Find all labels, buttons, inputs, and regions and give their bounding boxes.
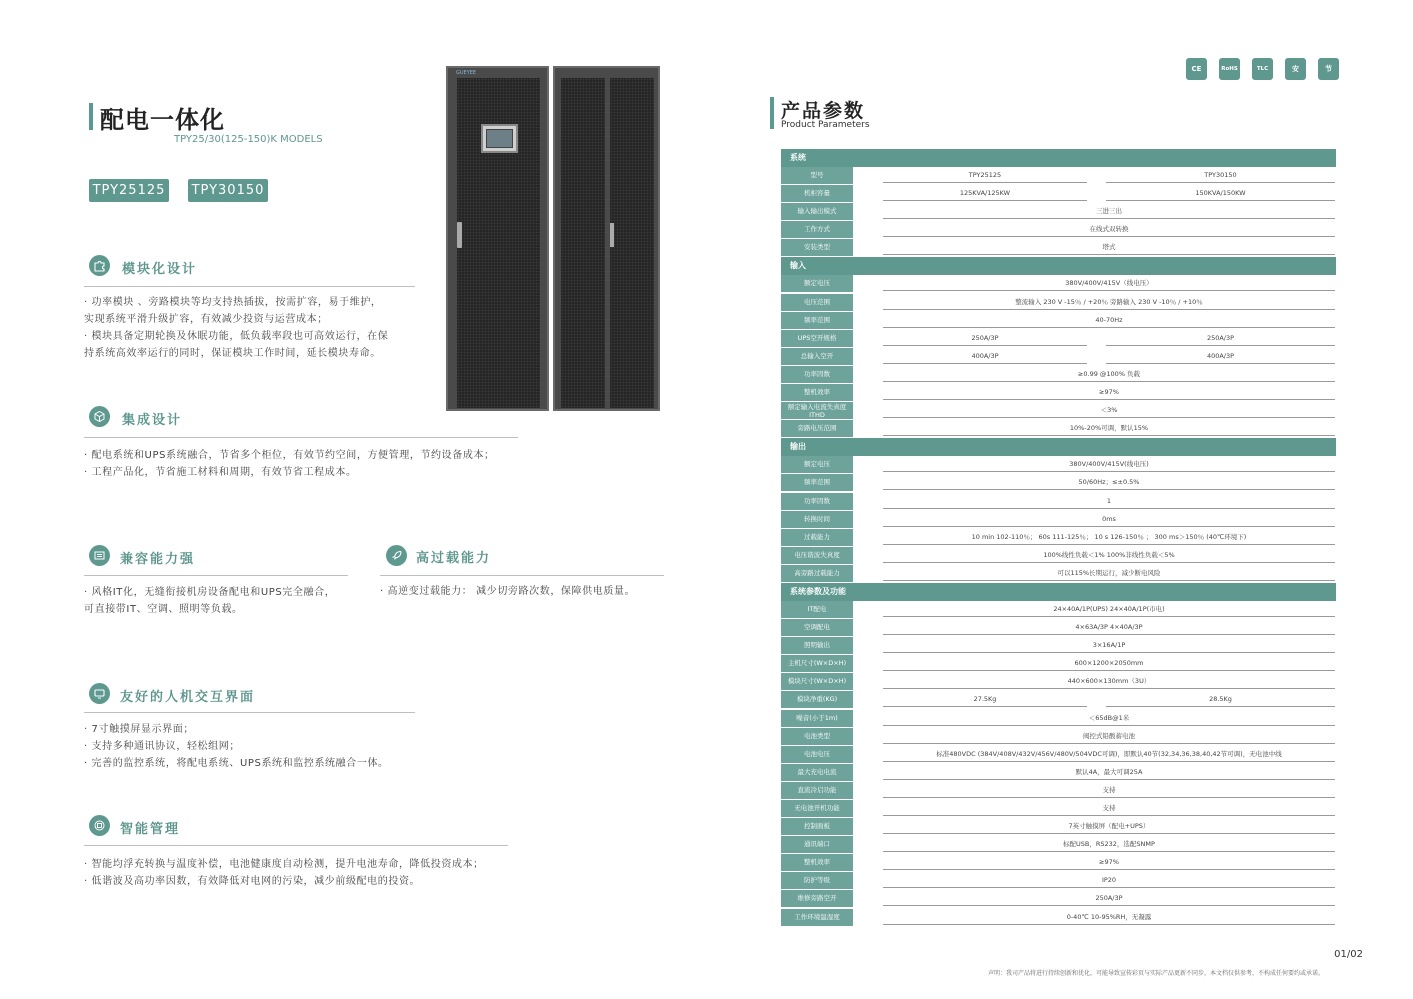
spec-row (781, 312, 1336, 330)
spec-row (781, 637, 1336, 655)
section-title-compat: 兼容能力强 (120, 552, 196, 567)
spec-label: 过载能力 (781, 529, 853, 546)
spec-label: 模块尺寸(W×D×H) (781, 673, 853, 690)
spec-value: 在线式双转换 (883, 222, 1335, 237)
section-body-integrated: · 配电系统和UPS系统融合，节省多个柜位，有效节约空间，方便管理，节约设备成本； · 工程产品化，节省施工材料和周期，有效节省工程成本。 (84, 450, 495, 478)
spec-row (781, 203, 1336, 221)
spec-label: 电压谐波失真度 (781, 547, 853, 564)
spec-row (781, 547, 1336, 565)
spec-value: IP20 (883, 873, 1335, 888)
spec-label: 直流冷启功能 (781, 782, 853, 799)
spec-value: 0-40℃ 10-95%RH，无凝露 (883, 910, 1335, 925)
section-body-compat: · 风格IT化，无缝衔接机房设备配电和UPS完全融合， 可直接带IT、空调、照明等负载。 (84, 587, 336, 615)
spec-value-tpy25125: 400A/3P (883, 349, 1087, 364)
door-handle-icon (457, 222, 462, 248)
spec-row (781, 673, 1336, 691)
spec-label: 额定输入电流失真度 ITHD (781, 402, 853, 419)
params-accent-bar (770, 97, 774, 129)
spec-value: 3×16A/1P (883, 638, 1335, 653)
section-divider (84, 575, 348, 576)
spec-row (781, 185, 1336, 203)
spec-row (781, 601, 1336, 619)
ups-cabinet-image (446, 66, 549, 411)
section-divider (84, 712, 415, 713)
spec-row (781, 800, 1336, 818)
spec-row (781, 746, 1336, 764)
spec-value-tpy30150: TPY30150 (1106, 168, 1335, 183)
spec-label: 转换时间 (781, 511, 853, 528)
spec-row (781, 782, 1336, 800)
spec-label: 额定电压 (781, 456, 853, 473)
spec-value: 阀控式铅酸蓄电池 (883, 729, 1335, 744)
certification-icons (1186, 58, 1339, 80)
spec-row (781, 294, 1336, 312)
spec-value: 24×40A/1P(UPS) 24×40A/1P(市电) (883, 602, 1335, 617)
spec-value-tpy25125: 27.5Kg (883, 692, 1087, 707)
spec-row (781, 221, 1336, 239)
spec-label: 输入输出模式 (781, 203, 853, 220)
spec-value: 7英寸触摸屏（配电+UPS） (883, 819, 1335, 834)
spec-row (781, 728, 1336, 746)
spec-label: 照明输出 (781, 637, 853, 654)
spec-value: 整流输入 230 V -15％ / +20％ 旁路输入 230 V -10％ / +10％ (883, 295, 1335, 310)
spec-row (781, 565, 1336, 583)
spec-row (781, 330, 1336, 348)
spec-label: UPS空开规格 (781, 330, 853, 347)
spec-value: 可以115%长期运行，减少断电风险 (883, 566, 1335, 581)
spec-row (781, 909, 1336, 927)
puzzle-icon (89, 255, 110, 276)
spec-value: ≥97% (883, 385, 1335, 400)
spec-value: 塔式 (883, 240, 1335, 255)
spec-label: 维修旁路空开 (781, 890, 853, 907)
spec-row (781, 710, 1336, 728)
touchscreen-panel (481, 124, 518, 153)
section-body-hmi: · 7寸触摸屏显示界面； · 支持多种通讯协议，轻松组网； · 完善的监控系统，将配电系统、UPS系统和监控系统融合一体。 (84, 724, 389, 769)
spec-label: 安装类型 (781, 239, 853, 256)
spec-value: 标准480VDC (384V/408V/432V/456V/480V/504VDC可调)，即默认40节(32,34,36,38,40,42节可调)，无电池中线 (883, 747, 1335, 762)
spec-label: 模块净重(KG) (781, 691, 853, 708)
spec-value: 100%线性负载＜1% 100%非线性负载＜5% (883, 548, 1335, 563)
section-title-modular: 模块化设计 (122, 262, 198, 277)
tlc-cert-icon: TLC (1252, 58, 1273, 80)
section-body-smart: · 智能均浮充转换与温度补偿，电池健康度自动检测，提升电池寿命，降低投资成本； · 低谐波及高功率因数，有效降低对电网的污染，减少前级配电的投资。 (84, 859, 484, 887)
cube-icon (89, 406, 110, 427)
spec-value: 支持 (883, 783, 1335, 798)
ce-cert-icon: CE (1186, 58, 1207, 80)
spec-value: ≥0.99 @100% 负载 (883, 367, 1335, 382)
model-badge-tpy25125: TPY25125 (89, 179, 169, 202)
spec-label: 电池电压 (781, 746, 853, 763)
page-subtitle: TPY25/30(125-150)K MODELS (174, 134, 323, 145)
spec-row (781, 691, 1336, 709)
model-badge-tpy30150: TPY30150 (188, 179, 268, 202)
spec-label: 电池类型 (781, 728, 853, 745)
spec-row (781, 818, 1336, 836)
spec-label: 控制面板 (781, 818, 853, 835)
spec-value: 1 (883, 494, 1335, 509)
section-divider (84, 437, 518, 438)
rohs-cert-icon: RoHS (1219, 58, 1240, 80)
spec-row (781, 384, 1336, 402)
spec-label: 防护等级 (781, 872, 853, 889)
spec-table (781, 149, 1336, 927)
spec-row (781, 854, 1336, 872)
spec-row (781, 493, 1336, 511)
spec-label: 功率因数 (781, 493, 853, 510)
spec-label: 无电池开机功能 (781, 800, 853, 817)
section-divider (380, 575, 664, 576)
spec-row (781, 167, 1336, 185)
spec-value: 支持 (883, 801, 1335, 816)
cabinet-mesh-door-right (610, 78, 654, 408)
spec-value: 三进三出 (883, 204, 1335, 219)
spec-value: 380V/400V/415V（线电压） (883, 276, 1335, 291)
spec-value: ≥97% (883, 855, 1335, 870)
params-subtitle: Product Parameters (781, 120, 870, 130)
safety-cert-icon: 安 (1285, 58, 1306, 80)
section-title-smart: 智能管理 (120, 822, 181, 837)
spec-row (781, 474, 1336, 492)
spec-label: 最大充电电流 (781, 764, 853, 781)
list-icon (89, 545, 110, 566)
spec-value-tpy25125: TPY25125 (883, 168, 1087, 183)
spec-row (781, 275, 1336, 293)
spec-value: 4×63A/3P 4×40A/3P (883, 620, 1335, 635)
spec-value: 50/60Hz；≤±0.5% (883, 475, 1335, 490)
section-title-integrated: 集成设计 (122, 413, 183, 428)
section-title-hmi: 友好的人机交互界面 (120, 690, 256, 705)
page-title: 配电一体化 (100, 106, 225, 134)
cabinet-mesh-door-left (561, 78, 605, 408)
spec-label: 整机效率 (781, 384, 853, 401)
spec-group-header: 输出 (781, 438, 1336, 456)
spec-row (781, 348, 1336, 366)
spec-label: 空调配电 (781, 619, 853, 636)
spec-label: 频率范围 (781, 474, 853, 491)
spec-label: 高旁路过载能力 (781, 565, 853, 582)
spec-label: 功率因数 (781, 366, 853, 383)
spec-label: 机柜容量 (781, 185, 853, 202)
spec-value-tpy25125: 250A/3P (883, 331, 1087, 346)
spec-value: 440×600×130mm（3U） (883, 674, 1335, 689)
spec-value-tpy30150: 400A/3P (1106, 349, 1335, 364)
spec-value: 0ms (883, 512, 1335, 527)
spec-label: 通讯端口 (781, 836, 853, 853)
section-divider (84, 845, 508, 846)
spec-row (781, 366, 1336, 384)
spec-label: 噪音(小于1m) (781, 710, 853, 727)
spec-group-header: 系统 (781, 149, 1336, 167)
params-title: 产品参数 (781, 100, 866, 122)
spec-value: 40-70Hz (883, 313, 1335, 328)
section-body-modular: · 功率模块 、旁路模块等均支持热插拔，按需扩容，易于维护， 实现系统平滑升级扩容，有效减少投资与运营成本； · 模块具备定期轮换及休眠功能，低负载率段也可高效运行，在保 持系统高效率运行的同时，保证模块工作时间，延长模块寿命。 (84, 297, 389, 359)
spec-value-tpy25125: 125KVA/125KW (883, 186, 1087, 201)
spec-value: ＜65dB@1米 (883, 711, 1335, 726)
spec-row (781, 872, 1336, 890)
page-number: 01/02 (1334, 949, 1363, 960)
spec-label: 额定电压 (781, 275, 853, 292)
spec-value: ＜3% (883, 403, 1335, 418)
spec-value: 10 min 102-110％； 60s 111-125％； 10 s 126-150％ ； 300 ms＞150％ (40℃环境下) (883, 530, 1335, 545)
spec-label: 频率范围 (781, 312, 853, 329)
spec-group-header: 系统参数及功能 (781, 583, 1336, 601)
spec-value-tpy30150: 28.5Kg (1106, 692, 1335, 707)
spec-row (781, 619, 1336, 637)
spec-value-tpy30150: 150KVA/150KW (1106, 186, 1335, 201)
spec-row (781, 836, 1336, 854)
monitor-icon (89, 683, 110, 704)
spec-row (781, 456, 1336, 474)
spec-label: 电压范围 (781, 294, 853, 311)
section-body-overload: · 高逆变过载能力： 减少切旁路次数，保障供电质量。 (380, 586, 636, 597)
spec-label: IT配电 (781, 601, 853, 618)
distribution-cabinet-image (553, 66, 660, 411)
spec-row (781, 239, 1336, 257)
spec-value: 600×1200×2050mm (883, 656, 1335, 671)
spec-label: 总输入空开 (781, 348, 853, 365)
cpu-chip-icon (89, 815, 110, 836)
spec-label: 整机效率 (781, 854, 853, 871)
spec-label: 主机尺寸(W×D×H) (781, 655, 853, 672)
disclaimer-footnote: 声明：我司产品将进行持续创新和优化，可能导致宣传彩页与实际产品更新不同步，本文档仅供参考，不构成任何要约或承诺。 (988, 970, 1325, 977)
spec-value-tpy30150: 250A/3P (1106, 331, 1335, 346)
rocket-icon (386, 545, 407, 566)
spec-value: 250A/3P (883, 891, 1335, 906)
title-accent-bar (89, 103, 93, 130)
spec-label: 旁路电压范围 (781, 420, 853, 437)
energy-cert-icon: 节 (1318, 58, 1339, 80)
spec-value: 默认4A，最大可调25A (883, 765, 1335, 780)
cabinet-brand: GUEYEE (456, 70, 477, 76)
spec-row (781, 764, 1336, 782)
spec-label: 工作方式 (781, 221, 853, 238)
spec-group-header: 输入 (781, 257, 1336, 275)
section-title-overload: 高过载能力 (416, 551, 492, 566)
door-handle-icon (610, 223, 614, 247)
spec-row (781, 402, 1336, 420)
spec-label: 型号 (781, 167, 853, 184)
spec-row (781, 511, 1336, 529)
spec-row (781, 655, 1336, 673)
spec-row (781, 420, 1336, 438)
spec-row (781, 529, 1336, 547)
spec-value: 标配USB，RS232，选配SNMP (883, 837, 1335, 852)
spec-value: 10%-20%可调，默认15% (883, 421, 1335, 436)
section-divider (84, 286, 415, 287)
spec-label: 工作环境温湿度 (781, 909, 853, 926)
spec-row (781, 890, 1336, 908)
spec-value: 380V/400V/415V(线电压) (883, 457, 1335, 472)
